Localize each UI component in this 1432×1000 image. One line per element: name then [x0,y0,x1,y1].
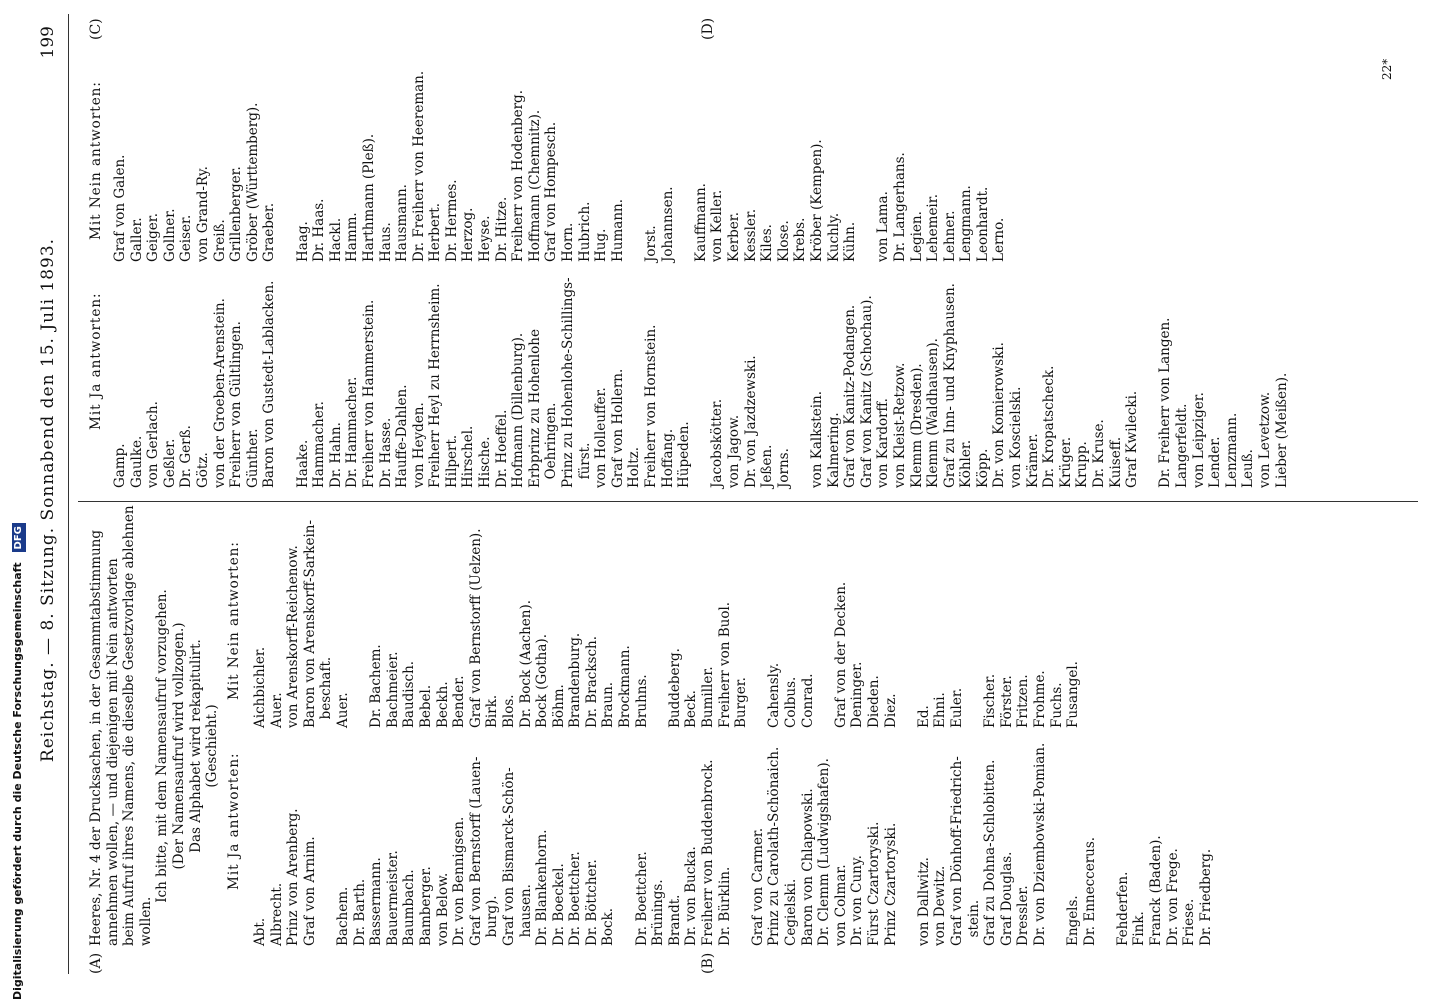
member-name: Dieden. [865,675,882,728]
member-name: Krämer. [1024,433,1041,488]
member-name: Leonhardt. [974,186,991,262]
member-name: von Leipziger. [1190,392,1207,488]
member-name: Förster. [998,675,1015,728]
member-name: Dr. Hoeffel. [493,409,510,488]
member-name: Graf von Galen. [112,154,128,262]
member-name: Beck. [683,690,700,728]
member-name: Dr. Boettcher. [633,851,650,946]
signature-mark: 22* [1380,58,1394,80]
member-name: Brockmann. [617,645,634,728]
header-rule [68,14,69,974]
member-name: Dr. Bachem. [368,644,385,728]
member-name: Dr. Hermes. [443,179,460,262]
member-name: von Kleist-Retzow. [891,362,908,488]
member-name: Hackl. [327,217,344,262]
member-name: Dr. Böttcher. [583,859,600,946]
margin-mark-a: (A) [88,952,104,974]
member-name: Lengmann. [958,185,975,262]
member-name: Jeßen. [759,444,776,488]
member-name: Lehner. [941,210,958,262]
member-name: Köpp. [974,448,991,488]
member-name: Freiherr von Hornstein. [643,324,659,488]
member-name: Aichbichler. [252,646,268,728]
member-name: Greiß. [211,219,228,262]
member-name: Graf von Carmer. [749,827,766,946]
member-name: Braun. [600,681,617,728]
member-name: Jorst. [643,225,659,262]
member-name: Kuiseff. [1107,436,1124,488]
member-name: Freiherr von Buol. [716,601,733,728]
member-name: Brandt. [666,894,683,946]
member-name: Diez. [882,693,899,728]
member-name: Dr. Hitze. [493,196,510,262]
member-name: Gamp. [112,443,128,488]
member-name: Bamberger. [417,866,434,946]
member-name: Baron von Chlapowski. [799,788,816,946]
member-name: Haag. [294,221,311,262]
member-name: Bock (Gotha). [534,634,551,728]
member-name: Dr. Freiherr von Heereman. [410,70,427,262]
member-name: Gollner. [161,208,178,262]
member-name: Herzog. [460,207,477,262]
member-name: Legien. [908,211,925,262]
margin-mark-c: (C) [88,18,104,40]
intro-text [88,505,221,946]
member-name: Dr. Hammacher. [344,376,361,488]
member-name: Baudisch. [401,660,418,728]
member-name: Burger. [733,677,750,728]
member-name: Köhler. [958,439,975,488]
member-name: Erbprinz zu Hohenlohe [526,329,543,488]
member-name: Brünings. [650,879,667,946]
member-name: Kuchly. [825,212,842,262]
page-number: 199 [38,26,58,59]
member-name: Euler. [948,687,965,728]
member-name: Friese. [1181,898,1198,946]
member-name: Dr. von Cuny. [849,855,866,946]
group-spacer [352,520,369,728]
left-nein-heading: Mit Nein antworten: [226,541,242,700]
member-name: Böhm. [550,684,567,728]
member-name: von Dallwitz. [915,857,932,946]
member-name: Bumiller. [700,666,717,728]
member-name: von der Groeben-Arenstein. [211,298,228,488]
member-name: Leuß. [1240,449,1257,488]
member-name: Graf von Hompesch. [543,121,560,262]
member-name: Freiherr von Buddenbrock. [700,759,717,946]
page-header [38,0,68,1000]
member-name: Dr. Freiherr von Langen. [1157,317,1174,488]
member-name: Kröber (Kempen). [808,139,825,262]
member-name: Hofmann (Dillenburg). [510,332,527,488]
member-name: Fehderfen. [1114,871,1131,946]
member-name: Ed. [915,705,932,728]
member-name: Freiherr von Hodenberg. [510,90,527,262]
member-name: Baron von Arenskorff-Sarkein- [301,519,318,728]
member-name: Kessler. [742,208,759,262]
group-spacer [966,520,983,728]
member-name: Prinz Czartoryski. [882,822,899,946]
member-name: Bebel. [417,684,434,728]
member-name: Graeber. [261,202,278,262]
member-name: Graf von Kanitz-Podangen. [842,304,859,488]
intro-line: Ich bitte, mit dem Namensaufruf vorzugehen. [154,589,171,903]
member-name: Götz. [194,452,211,488]
member-name: Cegielski. [783,878,799,946]
member-name: Graf von Bernstorff (Uelzen). [467,528,484,728]
member-name: von Levetzow. [1256,391,1273,488]
member-name: Krupp. [1074,441,1091,488]
member-name: Dr. Hasse. [377,417,394,488]
member-name: Geiger. [145,213,162,262]
member-name: Lenzmann. [1223,412,1240,488]
member-name: Abt. [252,917,268,946]
right-nein-list [112,71,1008,262]
member-name: Dr. von Bucka. [683,846,700,946]
member-name: Conrad. [799,673,816,728]
member-name: Dressler. [1015,885,1032,946]
member-name: Hubrich. [576,201,593,262]
member-name: Gröber (Württemberg). [244,102,261,262]
member-name: beschaft. [318,656,335,728]
member-name: Dr. Hahn. [327,422,344,488]
member-name: Hoffmann (Chemnitz). [526,109,543,262]
sidebar-note [4,0,32,1000]
member-name: Harthmann (Pleß). [360,133,377,262]
margin-mark-d: (D) [700,17,716,40]
member-name: Kerber. [725,211,742,262]
member-name: Holtz. [626,446,643,488]
member-name: Galler. [128,217,145,262]
intro-line: beim Aufruf ihres Namens, die dieselbe Gesetzvorlage ablehnen [121,505,138,946]
left-ja-heading: Mit Ja antworten: [226,752,242,890]
member-name: Krüger. [1057,436,1074,488]
group-spacer [1049,743,1066,946]
group-spacer [676,71,693,262]
member-name: Fritzen. [1015,674,1032,728]
member-name: von Jagow. [725,414,742,488]
member-name: Bauermeister. [384,850,401,946]
intro-line: (Der Namensaufruf wird vollzogen.) [170,622,187,870]
member-name: Ehni. [932,692,949,728]
member-name: Colbus. [783,676,799,728]
member-name: Dr. von Bennigsen. [451,816,468,946]
member-name: Hüpeden. [676,421,693,488]
member-name: hausen. [517,884,534,946]
member-name: Dr. Bracksch. [583,635,600,728]
member-name: Krebs. [792,217,809,262]
member-name: von Koscielski. [1008,386,1025,488]
member-name: Haake. [294,439,311,488]
member-name: Dr. von Frege. [1164,848,1181,946]
member-name: Dr. Langerhans. [891,152,908,262]
left-ja-list [252,743,1214,946]
member-name: Oehringen. [543,402,560,488]
group-spacer [1141,277,1158,488]
member-name: Hilpert. [443,434,460,488]
member-name: von Heyden. [410,402,427,488]
member-name: Fuchs. [1048,682,1065,728]
member-name: Auer. [268,692,285,728]
member-name: Dr. Blankenhorn. [534,829,551,946]
member-name: Engels. [1065,895,1082,946]
member-name: Dr. Kruse. [1091,419,1108,488]
member-name: Geiser. [178,214,195,262]
member-name: Graf Douglas. [998,851,1015,946]
member-name: Beckh. [434,681,451,728]
member-name: Hirschel. [460,425,477,488]
margin-mark-b: (B) [700,952,716,974]
right-nein-heading: Mit Nein antworten: [88,81,104,240]
member-name: Prinz von Arenberg. [285,808,302,946]
member-name: Johannsen. [659,186,676,262]
member-name: Deninger. [849,661,866,728]
digitization-sidebar [0,0,32,1000]
member-name: Baumbach. [401,869,418,946]
group-spacer [750,520,767,728]
member-name: Hausmann. [394,184,411,262]
member-name: Heyse. [477,215,494,262]
member-name: Kühn. [842,221,859,262]
member-name: burg). [484,895,501,946]
member-name: Bachmeier. [384,651,401,728]
member-name: Hische. [477,436,494,488]
member-name: Geßler. [161,438,178,488]
member-name: Graf von Hollern. [609,368,626,488]
member-name: Klemm (Dresden). [908,363,925,488]
member-name: Humann. [609,199,626,262]
intro-line: (Geschieht.) [204,704,221,788]
member-name: Blos. [500,694,517,728]
member-name: Dr. Bürklin. [716,866,733,946]
member-name: Albrecht. [268,882,285,946]
group-spacer [278,71,295,262]
member-name: Bachem. [334,886,351,946]
member-name: Prinz zu Carolath-Schönaich. [766,746,783,946]
member-name: Graf von Bismarck-Schön- [500,767,517,946]
member-name: Dr. von Dziembowski-Pomian. [1031,742,1048,946]
member-name: Frohme. [1031,670,1048,728]
group-spacer [318,743,335,946]
member-name: von Kalkstein. [808,390,825,488]
member-name: von Below. [434,872,451,946]
member-name: Jorns. [775,448,792,488]
intro-line: annehmen wollen, — und diejenigen mit Nein antworten [104,558,121,946]
member-name: Hamm. [344,212,361,262]
member-name: von Dewitz. [932,865,949,946]
running-title: Reichstag. — 8. Sitzung. Sonnabend den 15. Juli 1893. [38,237,58,763]
member-name: Dr. Haas. [311,198,328,262]
member-name: Bender. [451,675,468,728]
member-name: Buddeberg. [666,648,683,728]
member-name: Brandenburg. [567,632,584,728]
group-spacer [899,743,916,946]
member-name: von Lama. [875,191,892,262]
member-name: Hammacher. [311,401,328,488]
member-name: Baron von Gustedt-Lablacken. [261,280,278,488]
member-name: Cahensly. [766,662,783,728]
group-spacer [733,743,750,946]
member-name: Grillenberger. [228,166,245,262]
member-name: Kauffmann. [692,183,709,262]
intro-line: Heeres, Nr. 4 der Drucksachen, in der Gesammtabstimmung [88,530,104,946]
member-name: Dr. Boeckel. [550,863,567,946]
group-spacer [1098,743,1115,946]
member-name: Herbert. [427,202,444,262]
member-name: Fischer. [982,673,999,728]
group-spacer [278,277,295,488]
member-name: Bock. [600,907,617,946]
member-name: Graf von Arnim. [301,836,318,946]
group-spacer [792,277,809,488]
member-name: Graf Kwilecki. [1124,390,1141,488]
member-name: fürst. [576,442,593,488]
member-name: Dr. Kropatscheck. [1041,365,1058,488]
group-spacer [650,520,667,728]
member-name: Auer. [334,692,351,728]
member-name: Kalmering. [825,412,842,488]
member-name: Günther. [244,428,261,488]
member-name: Horn. [560,222,577,262]
member-name: Lerno. [991,217,1008,262]
member-name: Hug. [593,228,610,262]
group-spacer [626,71,643,262]
member-name: Lender. [1207,436,1224,488]
intro-line: Das Alphabet wird rekapitulirt. [187,639,204,853]
member-name: Gaulke. [128,435,145,488]
member-name: Dr. von Jazdzewski. [742,355,759,488]
member-name: Lieber (Meißen). [1273,372,1290,488]
member-name: von Kardorff. [875,398,892,488]
member-name: von Grand-Ry. [194,166,211,262]
member-name: von Colmar. [832,864,849,946]
member-name: Dr. Clemm (Ludwigshafen). [816,758,833,946]
member-name: Kiles. [759,224,776,262]
member-name: Fürst Czartoryski. [865,821,882,946]
member-name: Dr. Barth. [351,878,368,946]
member-name: Hoffang. [659,428,676,488]
member-name: stein. [965,899,982,946]
member-name: Fink. [1131,911,1148,946]
member-name: Klose. [775,220,792,262]
member-name: Dr. Gerß. [178,425,195,488]
group-spacer [899,520,916,728]
member-name: Birk. [484,694,501,728]
group-spacer [617,743,634,946]
member-name: Hauffe-Dahlen. [394,384,411,488]
member-name: Dr. Enneccerus. [1081,836,1098,946]
member-name: von Holleuffer. [593,387,610,488]
intro-line: wollen. [137,896,154,946]
member-name: Fusangel. [1065,661,1082,728]
member-name: Freiherr von Hammerstein. [360,299,377,488]
group-spacer [693,277,710,488]
group-spacer [816,520,833,728]
member-name: von Gerlach. [145,401,162,488]
member-name: Graf von der Decken. [832,581,849,728]
member-name: Freiherr Heyl zu Herrnsheim. [427,283,444,488]
member-name: von Keller. [709,189,726,262]
member-name: Graf zu Inn- und Knyphausen. [941,283,958,488]
member-name: Dr. von Komierowski. [991,342,1008,488]
member-name: Graf von Dönhoff-Friedrich- [948,756,965,946]
member-name: Haus. [377,222,394,262]
member-name: Bassermann. [368,857,385,946]
member-name: Langerfeldt. [1174,403,1190,488]
column-divider [78,501,1418,502]
member-name: Graf zu Dohna-Schlobitten. [982,759,999,946]
left-nein-list [252,520,1082,728]
member-name: Klemm (Waldhausen). [925,338,942,488]
member-name: Dr. Friedberg. [1197,848,1214,946]
member-name: Graf von Bernstorff (Lauen- [467,756,484,946]
member-name: von Arenskorff-Reichenow. [285,545,302,728]
group-spacer [859,71,876,262]
member-name: Freiherr von Gültlingen. [228,321,245,488]
member-name: Franck (Baden). [1148,835,1165,946]
member-name: Graf von Kanitz (Schochau). [858,295,875,488]
member-name: Prinz zu Hohenlohe-Schillings- [560,277,577,488]
right-ja-list [112,277,1290,488]
member-name: Bruhns. [633,674,650,728]
sidebar-text: Digitalisierung gefördert durch die Deutsche Forschungsgemeinschaft [11,562,24,1000]
dfg-logo-badge: DFG [12,523,26,552]
member-name: Dr. Bock (Aachen). [517,599,534,728]
member-name: Dr. Boettcher. [567,851,584,946]
member-name: Lehemeir. [925,193,942,262]
member-name: Jacobskötter. [709,398,726,488]
right-ja-heading: Mit Ja antworten: [88,292,104,430]
